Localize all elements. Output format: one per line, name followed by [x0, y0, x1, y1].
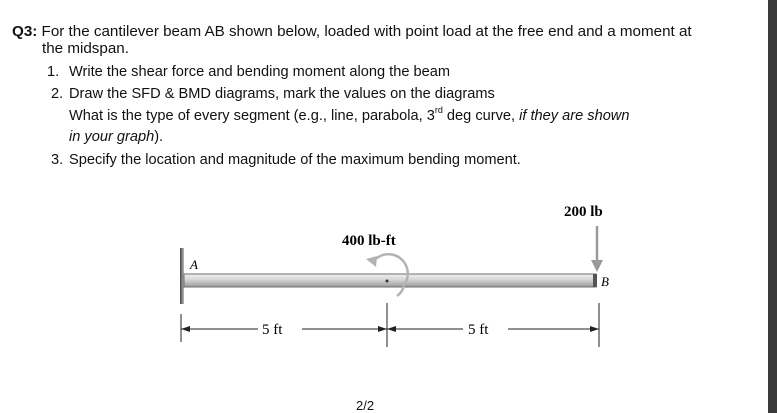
question-label: Q3:	[12, 23, 38, 40]
item-2-extra-text-a: What is the type of every segment (e.g., line, parabola, 3	[69, 108, 435, 124]
item-2-extra-italic: if they are shown	[519, 108, 630, 124]
item-2-text: Draw the SFD & BMD diagrams, mark the values on the diagrams	[69, 86, 495, 102]
page-number: 2/2	[356, 398, 375, 413]
beam	[184, 274, 596, 287]
dim-left-label: 5 ft	[262, 322, 283, 338]
midspan-point	[386, 280, 389, 283]
dim-right-label: 5 ft	[468, 322, 489, 338]
item-2-extra-italic-2: in your graph	[69, 129, 155, 145]
question-text-line1: For the cantilever beam AB shown below, loaded with point load at the free end and a moment at	[37, 23, 692, 40]
item-2-extra-text-b: deg curve,	[442, 108, 520, 124]
item-3-text: Specify the location and magnitude of the maximum bending moment.	[69, 152, 521, 168]
question-text-line2: the midspan.	[42, 40, 129, 57]
load-label: 200 lb	[564, 204, 603, 220]
fixed-support-wall	[180, 248, 184, 304]
item-1-number: 1.	[47, 64, 60, 80]
item-3-number: 3.	[51, 152, 64, 168]
dimension-lines	[181, 303, 599, 347]
item-2-extra-end: ).	[154, 129, 164, 145]
point-load-arrow-icon	[591, 226, 603, 272]
vertical-scrollbar[interactable]	[768, 0, 777, 413]
moment-label: 400 lb-ft	[342, 233, 396, 249]
item-1-text: Write the shear force and bending moment along the beam	[69, 64, 451, 80]
beam-end-b	[593, 274, 597, 287]
item-2-extra-superscript: rd	[434, 105, 443, 116]
end-b-label: B	[601, 274, 609, 289]
item-2-number: 2.	[51, 86, 64, 102]
end-a-label: A	[190, 257, 198, 272]
